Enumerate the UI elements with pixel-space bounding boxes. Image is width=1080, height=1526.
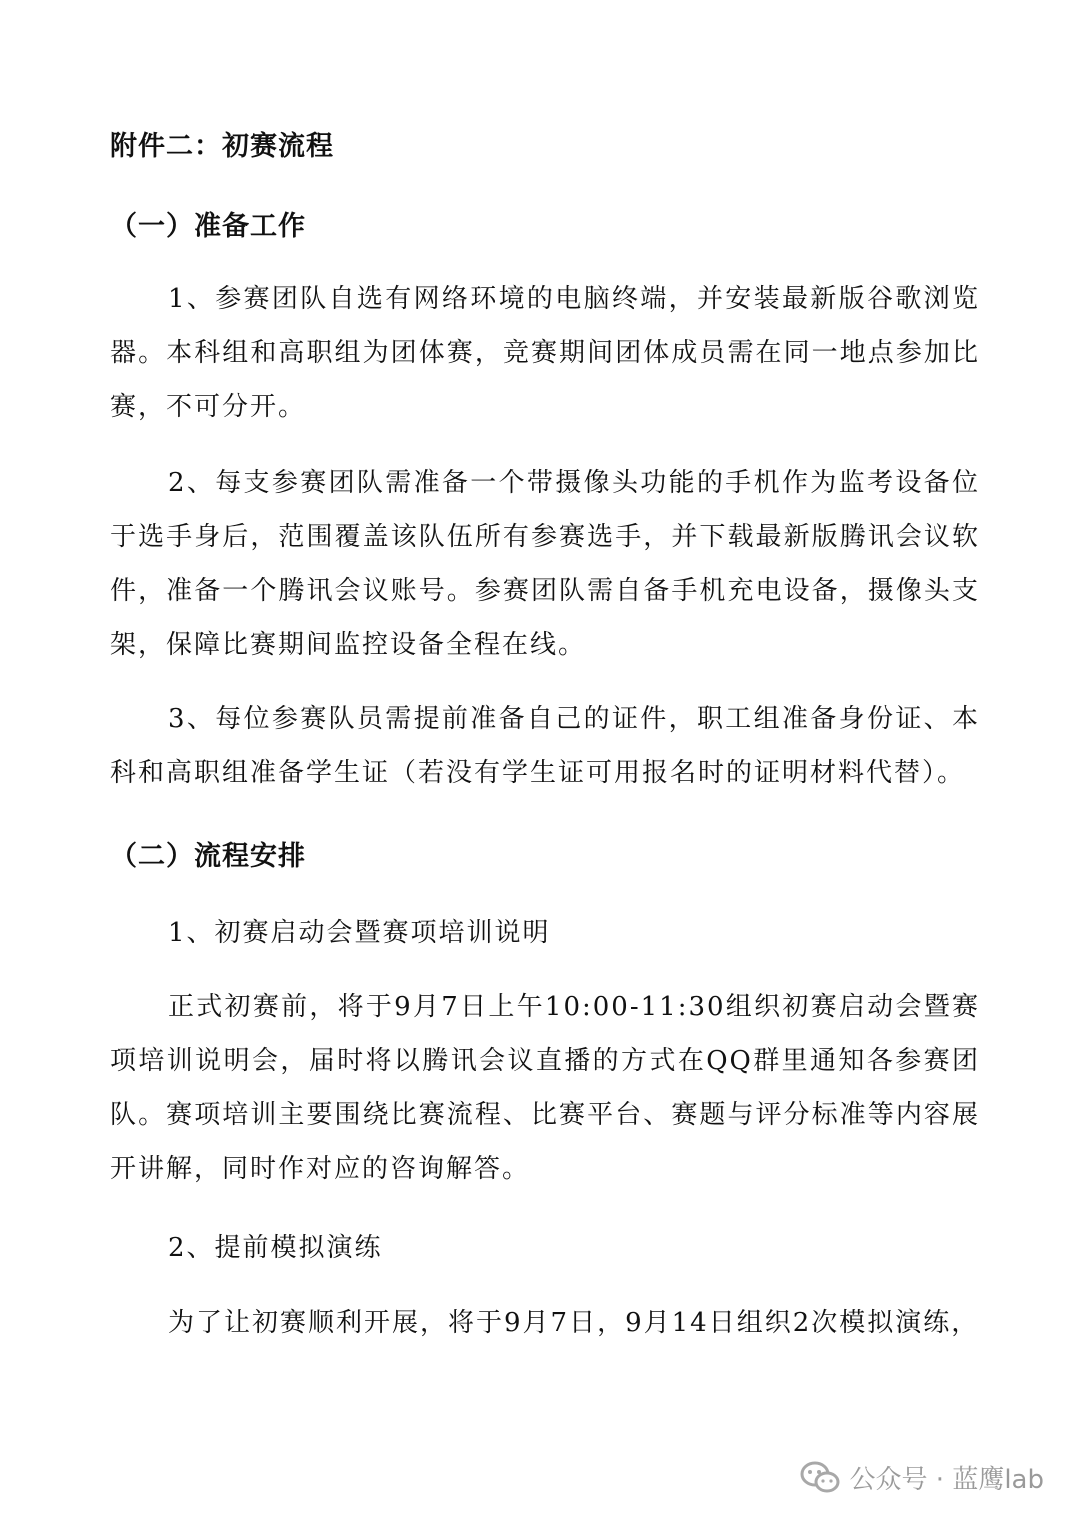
- schedule-sub2-body: [110, 1296, 980, 1350]
- schedule-sub1-title: 1、初赛启动会暨赛项培训说明: [168, 918, 551, 948]
- preparation-item-3-text: 3、每位参赛队员需提前准备自己的证件，职工组准备身份证、本科和高职组准备学生证（若没有学生证可用报名时的证明材料代替）。: [110, 704, 980, 788]
- schedule-sub2-title: 2、提前模拟演练: [168, 1233, 383, 1263]
- schedule-sub1-body: [110, 980, 980, 1196]
- schedule-sub2-body-text: 为了让初赛顺利开展，将于9月7日，9月14日组织2次模拟演练，: [168, 1308, 980, 1338]
- section-heading-schedule: （二）流程安排: [110, 841, 306, 872]
- schedule-sub1-body-text: 正式初赛前，将于9月7日上午10:00-11:30组织初赛启动会暨赛项培训说明会，届时将以腾讯会议直播的方式在QQ群里通知各参赛团队。赛项培训主要围绕比赛流程、比赛平台、赛题与评分标准等内容展开讲解，同时作对应的咨询解答。: [110, 992, 980, 1184]
- watermark: [800, 1459, 1044, 1496]
- preparation-item-3: [110, 692, 980, 800]
- wechat-icon: [800, 1461, 840, 1495]
- preparation-item-1-text: 1、参赛团队自选有网络环境的电脑终端，并安装最新版谷歌浏览器。本科组和高职组为团体赛，竞赛期间团体成员需在同一地点参加比赛，不可分开。: [110, 284, 980, 422]
- preparation-item-2-text: 2、每支参赛团队需准备一个带摄像头功能的手机作为监考设备位于选手身后，范围覆盖该队伍所有参赛选手，并下载最新版腾讯会议软件，准备一个腾讯会议账号。参赛团队需自备手机充电设备，摄像头支架，保障比赛期间监控设备全程在线。: [110, 468, 980, 660]
- section-heading-preparation: （一）准备工作: [110, 211, 306, 242]
- watermark-text: 公众号 · 蓝鹰lab: [849, 1465, 1044, 1495]
- preparation-item-2: [110, 456, 980, 672]
- preparation-item-1: [110, 272, 980, 434]
- attachment-title: 附件二：初赛流程: [110, 131, 334, 162]
